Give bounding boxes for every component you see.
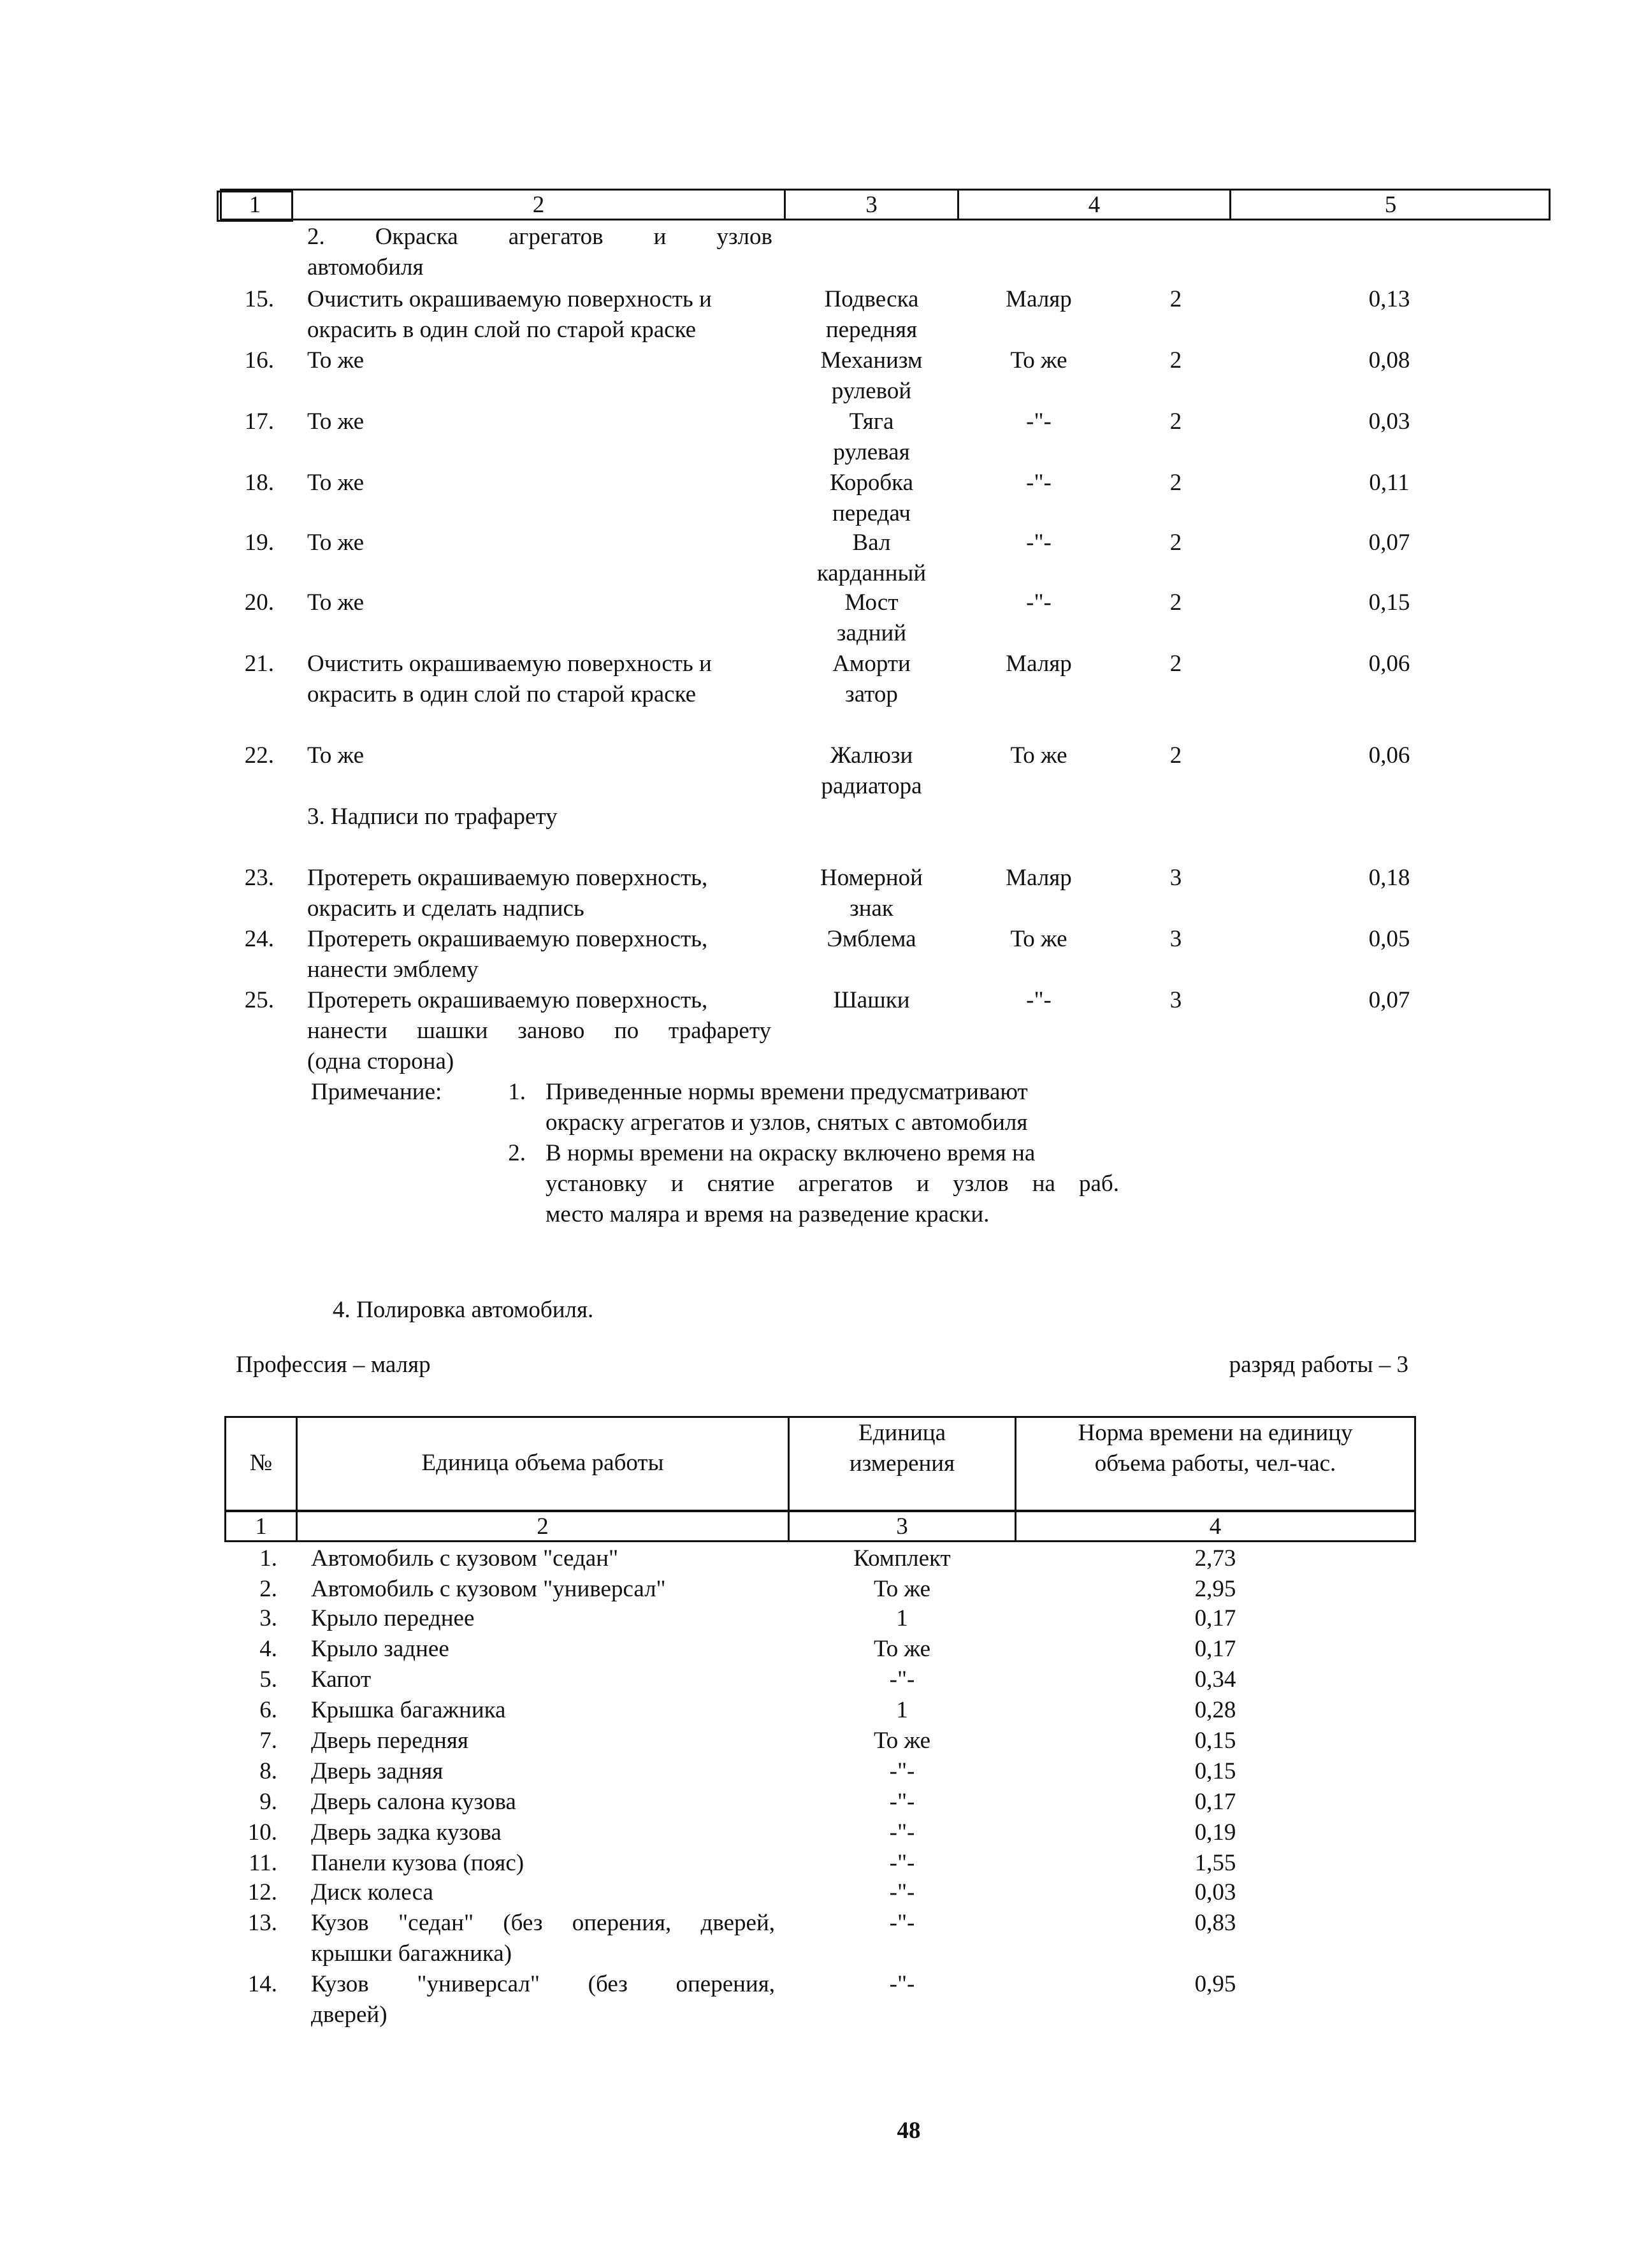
row-unit: Номерной [820, 865, 923, 891]
row-unit: карданный [816, 560, 927, 586]
row-work: То же [307, 470, 365, 496]
row-grade: 2 [1169, 651, 1182, 677]
table-row-norm: 0,17 [1194, 1789, 1236, 1815]
row-norm: 0,13 [1368, 286, 1410, 312]
table-row-number: 6. [259, 1697, 277, 1723]
table-row-name: Кузов "универсал" (без оперения, [311, 1971, 775, 1997]
row-grade: 2 [1169, 589, 1182, 616]
row-work: То же [307, 589, 365, 616]
row-work: То же [307, 408, 365, 435]
table-row-norm: 1,55 [1194, 1850, 1236, 1876]
table-row-norm: 0,28 [1194, 1697, 1236, 1723]
table-row-name: Автомобиль с кузовом "универсал" [311, 1576, 666, 1602]
table-row-number: 5. [259, 1666, 277, 1693]
table-row-norm: 0,15 [1194, 1728, 1236, 1754]
table-row-measure: -"- [889, 1971, 915, 1997]
row-unit: знак [850, 895, 893, 921]
row-number: 18. [244, 470, 274, 496]
table-row-measure: 1 [896, 1697, 908, 1723]
row-unit: Механизм [820, 347, 923, 373]
row-profession: -"- [1026, 589, 1052, 616]
table-row-number: 10. [247, 1819, 277, 1845]
table-row-name: Панели кузова (пояс) [311, 1850, 524, 1876]
row-work: окрасить и сделать надпись [307, 895, 584, 921]
row-norm: 0,06 [1368, 742, 1410, 769]
row-work: То же [307, 530, 365, 556]
row-number: 23. [244, 865, 274, 891]
note-text: окраску агрегатов и узлов, снятых с автомобиля [546, 1109, 1028, 1136]
row-profession: -"- [1026, 530, 1052, 556]
row-grade: 3 [1169, 865, 1182, 891]
table-row-number: 9. [259, 1789, 277, 1815]
row-unit: передач [832, 500, 911, 526]
table-row-measure: 1 [896, 1605, 908, 1631]
table-row-norm: 0,83 [1194, 1910, 1236, 1936]
row-unit: Эмблема [827, 926, 916, 952]
row-work: Протереть окрашиваемую поверхность, [307, 926, 708, 952]
section-4-title: 4. Полировка автомобиля. [333, 1297, 594, 1323]
row-number: 16. [244, 347, 274, 373]
top-header-cell: 2 [532, 192, 545, 218]
bottom-header-num: № [249, 1450, 273, 1476]
row-number: 20. [244, 589, 274, 616]
table-row-name: Кузов "седан" (без оперения, дверей, [311, 1910, 775, 1936]
row-work: Очистить окрашиваемую поверхность и [307, 286, 712, 312]
row-norm: 0,05 [1368, 926, 1410, 952]
table-row-number: 2. [259, 1576, 277, 1602]
table-row-measure: -"- [889, 1666, 915, 1693]
table-row-measure: Комплект [853, 1545, 951, 1571]
table-row-name: Капот [311, 1666, 372, 1693]
table-row-name: Автомобиль с кузовом "седан" [311, 1545, 619, 1571]
table-row-measure: То же [873, 1728, 931, 1754]
table-row-norm: 0,17 [1194, 1605, 1236, 1631]
table-row-name: Дверь задняя [311, 1758, 444, 1784]
table-row-number: 12. [247, 1879, 277, 1905]
table-row-measure: То же [873, 1576, 931, 1602]
row-number: 19. [244, 530, 274, 556]
bottom-header-measure: Единица [858, 1420, 946, 1446]
top-header-cell: 5 [1384, 192, 1397, 218]
bottom-header-unit-of-work: Единица объема работы [421, 1450, 664, 1476]
table-row-name: крышки багажника) [311, 1940, 512, 1967]
row-profession: Маляр [1006, 651, 1072, 677]
section-2-title-cont: автомобиля [307, 254, 424, 280]
table-row-norm: 0,34 [1194, 1666, 1236, 1693]
table-row-name: Дверь передняя [311, 1728, 468, 1754]
row-grade: 2 [1169, 347, 1182, 373]
row-grade: 2 [1169, 408, 1182, 435]
row-unit: Тяга [849, 408, 894, 435]
row-work: нанести шашки заново по трафарету [307, 1018, 771, 1044]
row-number: 15. [244, 286, 274, 312]
row-number: 21. [244, 651, 274, 677]
row-norm: 0,18 [1368, 865, 1410, 891]
row-work: Протереть окрашиваемую поверхность, [307, 987, 708, 1013]
row-unit: задний [836, 620, 907, 646]
row-profession: То же [1010, 347, 1067, 373]
row-number: 17. [244, 408, 274, 435]
row-number: 22. [244, 742, 274, 769]
row-unit: передняя [825, 317, 918, 343]
table-row-number: 11. [249, 1850, 277, 1876]
table-row-number: 14. [247, 1971, 277, 1997]
row-number: 24. [244, 926, 274, 952]
table-row-measure: -"- [889, 1910, 915, 1936]
row-work: То же [307, 742, 365, 769]
note-text: В нормы времени на окраску включено время на [546, 1140, 1036, 1166]
table-row-measure: -"- [889, 1758, 915, 1784]
top-header-cell: 4 [1088, 192, 1101, 218]
row-work: окрасить в один слой по старой краске [307, 681, 697, 707]
table-row-number: 13. [247, 1910, 277, 1936]
table-row-name: Дверь задка кузова [311, 1819, 502, 1845]
note-text: установку и снятие агрегатов и узлов на раб. [546, 1171, 1119, 1197]
table-row-name: Крышка багажника [311, 1697, 506, 1723]
row-work: нанести эмблему [307, 957, 479, 983]
table-row-norm: 0,95 [1194, 1971, 1236, 1997]
row-unit: Вал [852, 530, 891, 556]
bottom-index-cell: 2 [537, 1513, 549, 1540]
table-row-norm: 0,03 [1194, 1879, 1236, 1905]
bottom-index-cell: 3 [896, 1513, 908, 1540]
table-row-measure: -"- [889, 1850, 915, 1876]
table-row-name: Дверь салона кузова [311, 1789, 516, 1815]
row-grade: 2 [1169, 530, 1182, 556]
row-unit: Жалюзи [830, 742, 913, 769]
row-unit: радиатора [821, 773, 922, 799]
row-profession: -"- [1026, 408, 1052, 435]
note-text: Приведенные нормы времени предусматривают [546, 1079, 1028, 1105]
row-norm: 0,06 [1368, 651, 1410, 677]
row-norm: 0,03 [1368, 408, 1410, 435]
table-row-measure: -"- [889, 1879, 915, 1905]
page-number: 48 [897, 2118, 921, 2144]
table-row-number: 8. [259, 1758, 277, 1784]
row-profession: Маляр [1006, 286, 1072, 312]
note-label: Примечание: [311, 1079, 442, 1105]
table-row-name: Диск колеса [311, 1879, 433, 1905]
row-work: То же [307, 347, 365, 373]
note-number: 1. [508, 1079, 526, 1105]
row-norm: 0,07 [1368, 987, 1410, 1013]
section-3-title: 3. Надписи по трафарету [307, 804, 558, 830]
table-row-number: 1. [259, 1545, 277, 1571]
table-row-name: Крыло заднее [311, 1636, 449, 1662]
table-row-norm: 0,19 [1194, 1819, 1236, 1845]
row-norm: 0,15 [1368, 589, 1410, 616]
row-unit: Аморти [832, 651, 911, 677]
table-row-measure: -"- [889, 1819, 915, 1845]
table-row-name: Крыло переднее [311, 1605, 475, 1631]
row-work: (одна сторона) [307, 1048, 454, 1074]
table-row-norm: 2,73 [1194, 1545, 1236, 1571]
table-row-norm: 0,15 [1194, 1758, 1236, 1784]
row-unit: Подвеска [824, 286, 919, 312]
row-grade: 3 [1169, 926, 1182, 952]
top-header-cell: 3 [865, 192, 878, 218]
row-grade: 2 [1169, 286, 1182, 312]
row-norm: 0,11 [1369, 470, 1410, 496]
table-row-measure: -"- [889, 1789, 915, 1815]
table-row-measure: То же [873, 1636, 931, 1662]
bottom-header-norm: объема работы, чел-час. [1094, 1450, 1336, 1477]
bottom-index-cell: 4 [1209, 1513, 1222, 1540]
table-row-name: дверей) [311, 2002, 387, 2028]
section-2-title: 2. Окраска агрегатов и узлов [307, 224, 772, 250]
row-number: 25. [244, 987, 274, 1013]
bottom-header-measure: измерения [849, 1450, 955, 1477]
row-profession: То же [1010, 926, 1067, 952]
row-unit: рулевая [833, 439, 910, 465]
row-unit: затор [845, 681, 898, 707]
row-work: Протереть окрашиваемую поверхность, [307, 865, 708, 891]
row-unit: рулевой [831, 378, 912, 404]
row-grade: 2 [1169, 742, 1182, 769]
note-number: 2. [508, 1140, 526, 1166]
row-unit: Шашки [833, 987, 910, 1013]
bottom-header-norm: Норма времени на единицу [1078, 1420, 1353, 1446]
note-text: место маляра и время на разведение краски. [546, 1201, 990, 1227]
row-grade: 3 [1169, 987, 1182, 1013]
row-work: Очистить окрашиваемую поверхность и [307, 651, 712, 677]
table-row-number: 7. [259, 1728, 277, 1754]
row-work: окрасить в один слой по старой краске [307, 317, 697, 343]
table-row-number: 4. [259, 1636, 277, 1662]
grade-label: разряд работы – 3 [1229, 1352, 1408, 1378]
row-norm: 0,07 [1368, 530, 1410, 556]
table-row-number: 3. [259, 1605, 277, 1631]
bottom-index-cell: 1 [255, 1513, 267, 1540]
row-unit: Коробка [830, 470, 913, 496]
top-header-cell: 1 [249, 192, 261, 218]
row-profession: Маляр [1006, 865, 1072, 891]
row-grade: 2 [1169, 470, 1182, 496]
row-profession: -"- [1026, 987, 1052, 1013]
row-profession: -"- [1026, 470, 1052, 496]
row-unit: Мост [844, 589, 899, 616]
profession-label: Профессия – маляр [236, 1352, 431, 1378]
row-norm: 0,08 [1368, 347, 1410, 373]
table-row-norm: 2,95 [1194, 1576, 1236, 1602]
table-row-norm: 0,17 [1194, 1636, 1236, 1662]
row-profession: То же [1010, 742, 1067, 769]
